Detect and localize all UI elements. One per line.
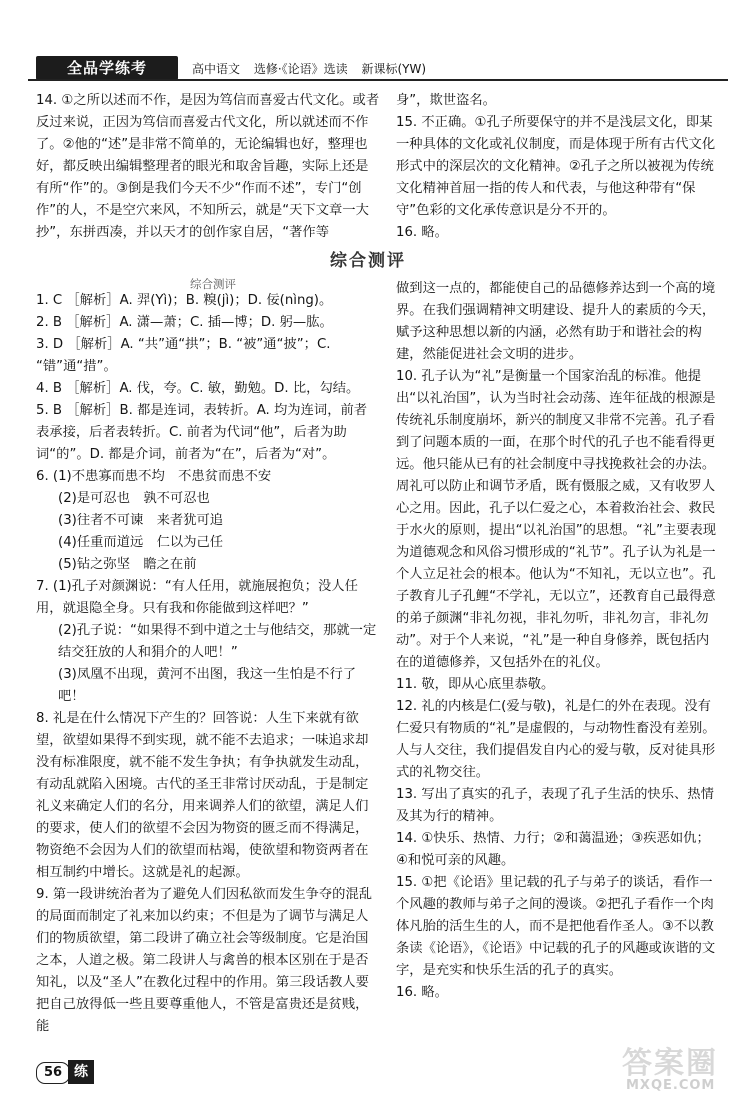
answer-6-4: (4)任重而道远 仁以为己任 [58, 535, 224, 550]
answer-3: 3. D ［解析］A. “共”通“拱”；B. “被”通“披”；C. “错”通“措”。 [36, 337, 331, 374]
brand-logo: 全品学练考 [36, 56, 178, 80]
header-edition: 新课标(YW) [361, 62, 427, 76]
answer-6-5: (5)钻之弥坚 瞻之在前 [58, 557, 197, 572]
answer-14-top: 14. ①之所以述而不作，是因为笃信而喜爱古代文化。或者反过来说，正因为笃信而喜爱古代文化，所以就述而不作了。②他的“述”是非常不简单的，无论编辑也好，整理也好，都反映出编辑整理者的眼光和取舍旨趣，实际上还是有所“作”的。③倒是我们今天不少“作而不述”，专门“创作”的人，不是空穴来风，不知所云，就是“天下文章一大抄”，东拼西凑，并以天才的创作家自居，“著作等 [36, 93, 380, 240]
page-number: 56 [36, 1062, 70, 1084]
answer-14: 14. ①快乐、热情、力行；②和蔼温逊；③疾恶如仇；④和悦可亲的风趣。 [396, 831, 710, 868]
answer-column-left-bottom [36, 290, 380, 1038]
answer-13: 13. 写出了真实的孔子，表现了孔子生活的快乐、热情及其为行的精神。 [396, 787, 714, 824]
answer-6-3: (3)往者不可谏 来者犹可追 [58, 513, 224, 528]
answer-9-continuation: 做到这一点的，都能使自己的品德修养达到一个高的境界。在我们强调精神文明建设、提升人的素质的今天，赋予这种思想以新的内涵，必然有助于和谐社会的构建，然能促进社会文明的进步。 [396, 281, 716, 362]
answer-15-top: 15. 不正确。①孔子所要保守的并不是浅层文化，即某一种具体的文化或礼仪制度，而是体现于所有古代文化形式中的深层次的文化精神。②孔子之所以被视为传统文化精神首屈一指的传人和代表，与他这种带有“保守”色彩的文化承传意识是分不开的。 [396, 115, 716, 218]
answer-15: 15. ①把《论语》里记载的孔子与弟子的谈话，看作一个风趣的教师与弟子之间的漫谈。②把孔子看作一个肉体凡胎的活生生的人，而不是把他看作圣人。③不以教条读《论语》，《论语》中记载的孔子的风趣或诙谐的文字，是充实和快乐生活的孔子的真实。 [396, 875, 716, 978]
answer-7: 7. (1)孔子对颜渊说：“有人任用，就施展抱负；没人任用，就退隐全身。只有我和你能做到这样吧？” [36, 579, 358, 616]
watermark-url: MXQE.COM [626, 1078, 716, 1093]
answer-6-2: (2)是可忍也 孰不可忍也 [58, 491, 210, 506]
section-title: 综合测评 [330, 251, 406, 271]
answer-7-2: (2)孔子说：“如果得不到中道之士与他结交，那就一定结交狂放的人和狷介的人吧！” [58, 623, 377, 660]
answer-4: 4. B ［解析］A. 伐，夸。C. 敏，勤勉。D. 比，勾结。 [36, 381, 360, 396]
header-subject: 高中语文 [192, 62, 241, 76]
answer-column-left-top [36, 90, 380, 244]
answer-9: 9. 第一段讲统治者为了避免人们因私欲而发生争夺的混乱的局面而制定了礼来加以约束；不但是为了调节与满足人们的物质欲望，第二段讲了确立社会等级制度。它是治国之本，人道之极。第二段讲人与禽兽的根本区别在于是否知礼，以及“圣人”在教化过程中的作用。第三段话教人要把自己放得低一些且要尊重他人，不管是富贵还是贫贱，能 [36, 887, 373, 1034]
answer-continuation: 身”，欺世盗名。 [396, 93, 496, 108]
answer-16-top: 16. 略。 [396, 225, 448, 240]
page-tag: 练 [68, 1060, 94, 1084]
answer-2: 2. B ［解析］A. 潇—萧；C. 插—博；D. 躬—肱。 [36, 315, 333, 330]
page-header [28, 56, 728, 82]
answer-5: 5. B ［解析］B. 都是连词，表转折。A. 均为连词，前者表承接，后者表转折。C. 前者为代词“他”，后者为助词“的”。D. 都是介词，前者为“在”，后者为“对”。 [36, 403, 368, 462]
answer-12: 12. 礼的内核是仁(爱与敬)，礼是仁的外在表现。没有仁爱只有物质的“礼”是虚假的，与动物性畜没有差别。人与人交往，我们提倡发自内心的爱与敬，反对徒具形式的礼物交往。 [396, 699, 716, 780]
answer-11: 11. 敬，即从心底里恭敬。 [396, 677, 555, 692]
answer-16: 16. 略。 [396, 985, 448, 1000]
answer-1: 1. C ［解析］A. 羿(Yì)；B. 糗(jì)；D. 佞(nìng)。 [36, 293, 333, 308]
answer-8: 8. 礼是在什么情况下产生的？回答说：人生下来就有欲望，欲望如果得不到实现，就不能不去追求；一味追求却没有标准限度，就不能不发生争执；有争执就发生动乱，有动乱就陷入困境。古代的圣王非常讨厌动乱，于是制定礼义来确定人们的名分，用来调养人们的欲望，满足人们的要求，使人们的欲望不会因为物资的匮乏而不得满足，物资绝不会因为人们的欲望而枯竭，使欲望和物资两者在相互制约中增长。这就是礼的起源。 [36, 711, 369, 880]
answer-7-3: (3)凤凰不出现，黄河不出图，我这一生怕是不行了吧！ [58, 667, 357, 704]
answer-10: 10. 孔子认为“礼”是衡量一个国家治乱的标准。他提出“以礼治国”，认为当时社会动荡、连年征战的根源是传统礼乐制度崩坏，新兴的制度又非常不完善。孔子看到了问题本质的一面，在那个时代的孔子也不能看得更远。他只能从已有的社会制度中寻找挽救社会的办法。周礼可以防止和调节矛盾，既有慑服之威，又有收罗人心之用。因此，孔子以仁爱之心，本着救治社会、救民于水火的原则，提出“以礼治国”的思想。“礼”主要表现为道德观念和风俗习惯形成的“礼节”。孔子认为礼是一个人立足社会的根本。他认为“不知礼，无以立也”。孔子教育儿子孔鲤“不学礼，无以立”，还教育自己最得意的弟子颜渊“非礼勿视，非礼勿听，非礼勿言，非礼勿动”。对于个人来说，“礼”是一种自身修养，既包括内在的道德修养，又包括外在的礼仪。 [396, 369, 717, 670]
answer-column-right-top [396, 90, 716, 244]
section-subtitle: 综合测评 [190, 277, 236, 291]
answer-6: 6. (1)不患寡而患不均 不患贫而患不安 [36, 469, 272, 484]
watermark-logo: 答案圈 [622, 1046, 718, 1081]
header-book: 选修·《论语》选读 [253, 62, 348, 76]
watermark [622, 1038, 732, 1098]
answer-column-right-bottom [396, 278, 720, 1004]
header-info [192, 60, 436, 77]
header-rule [28, 79, 728, 81]
